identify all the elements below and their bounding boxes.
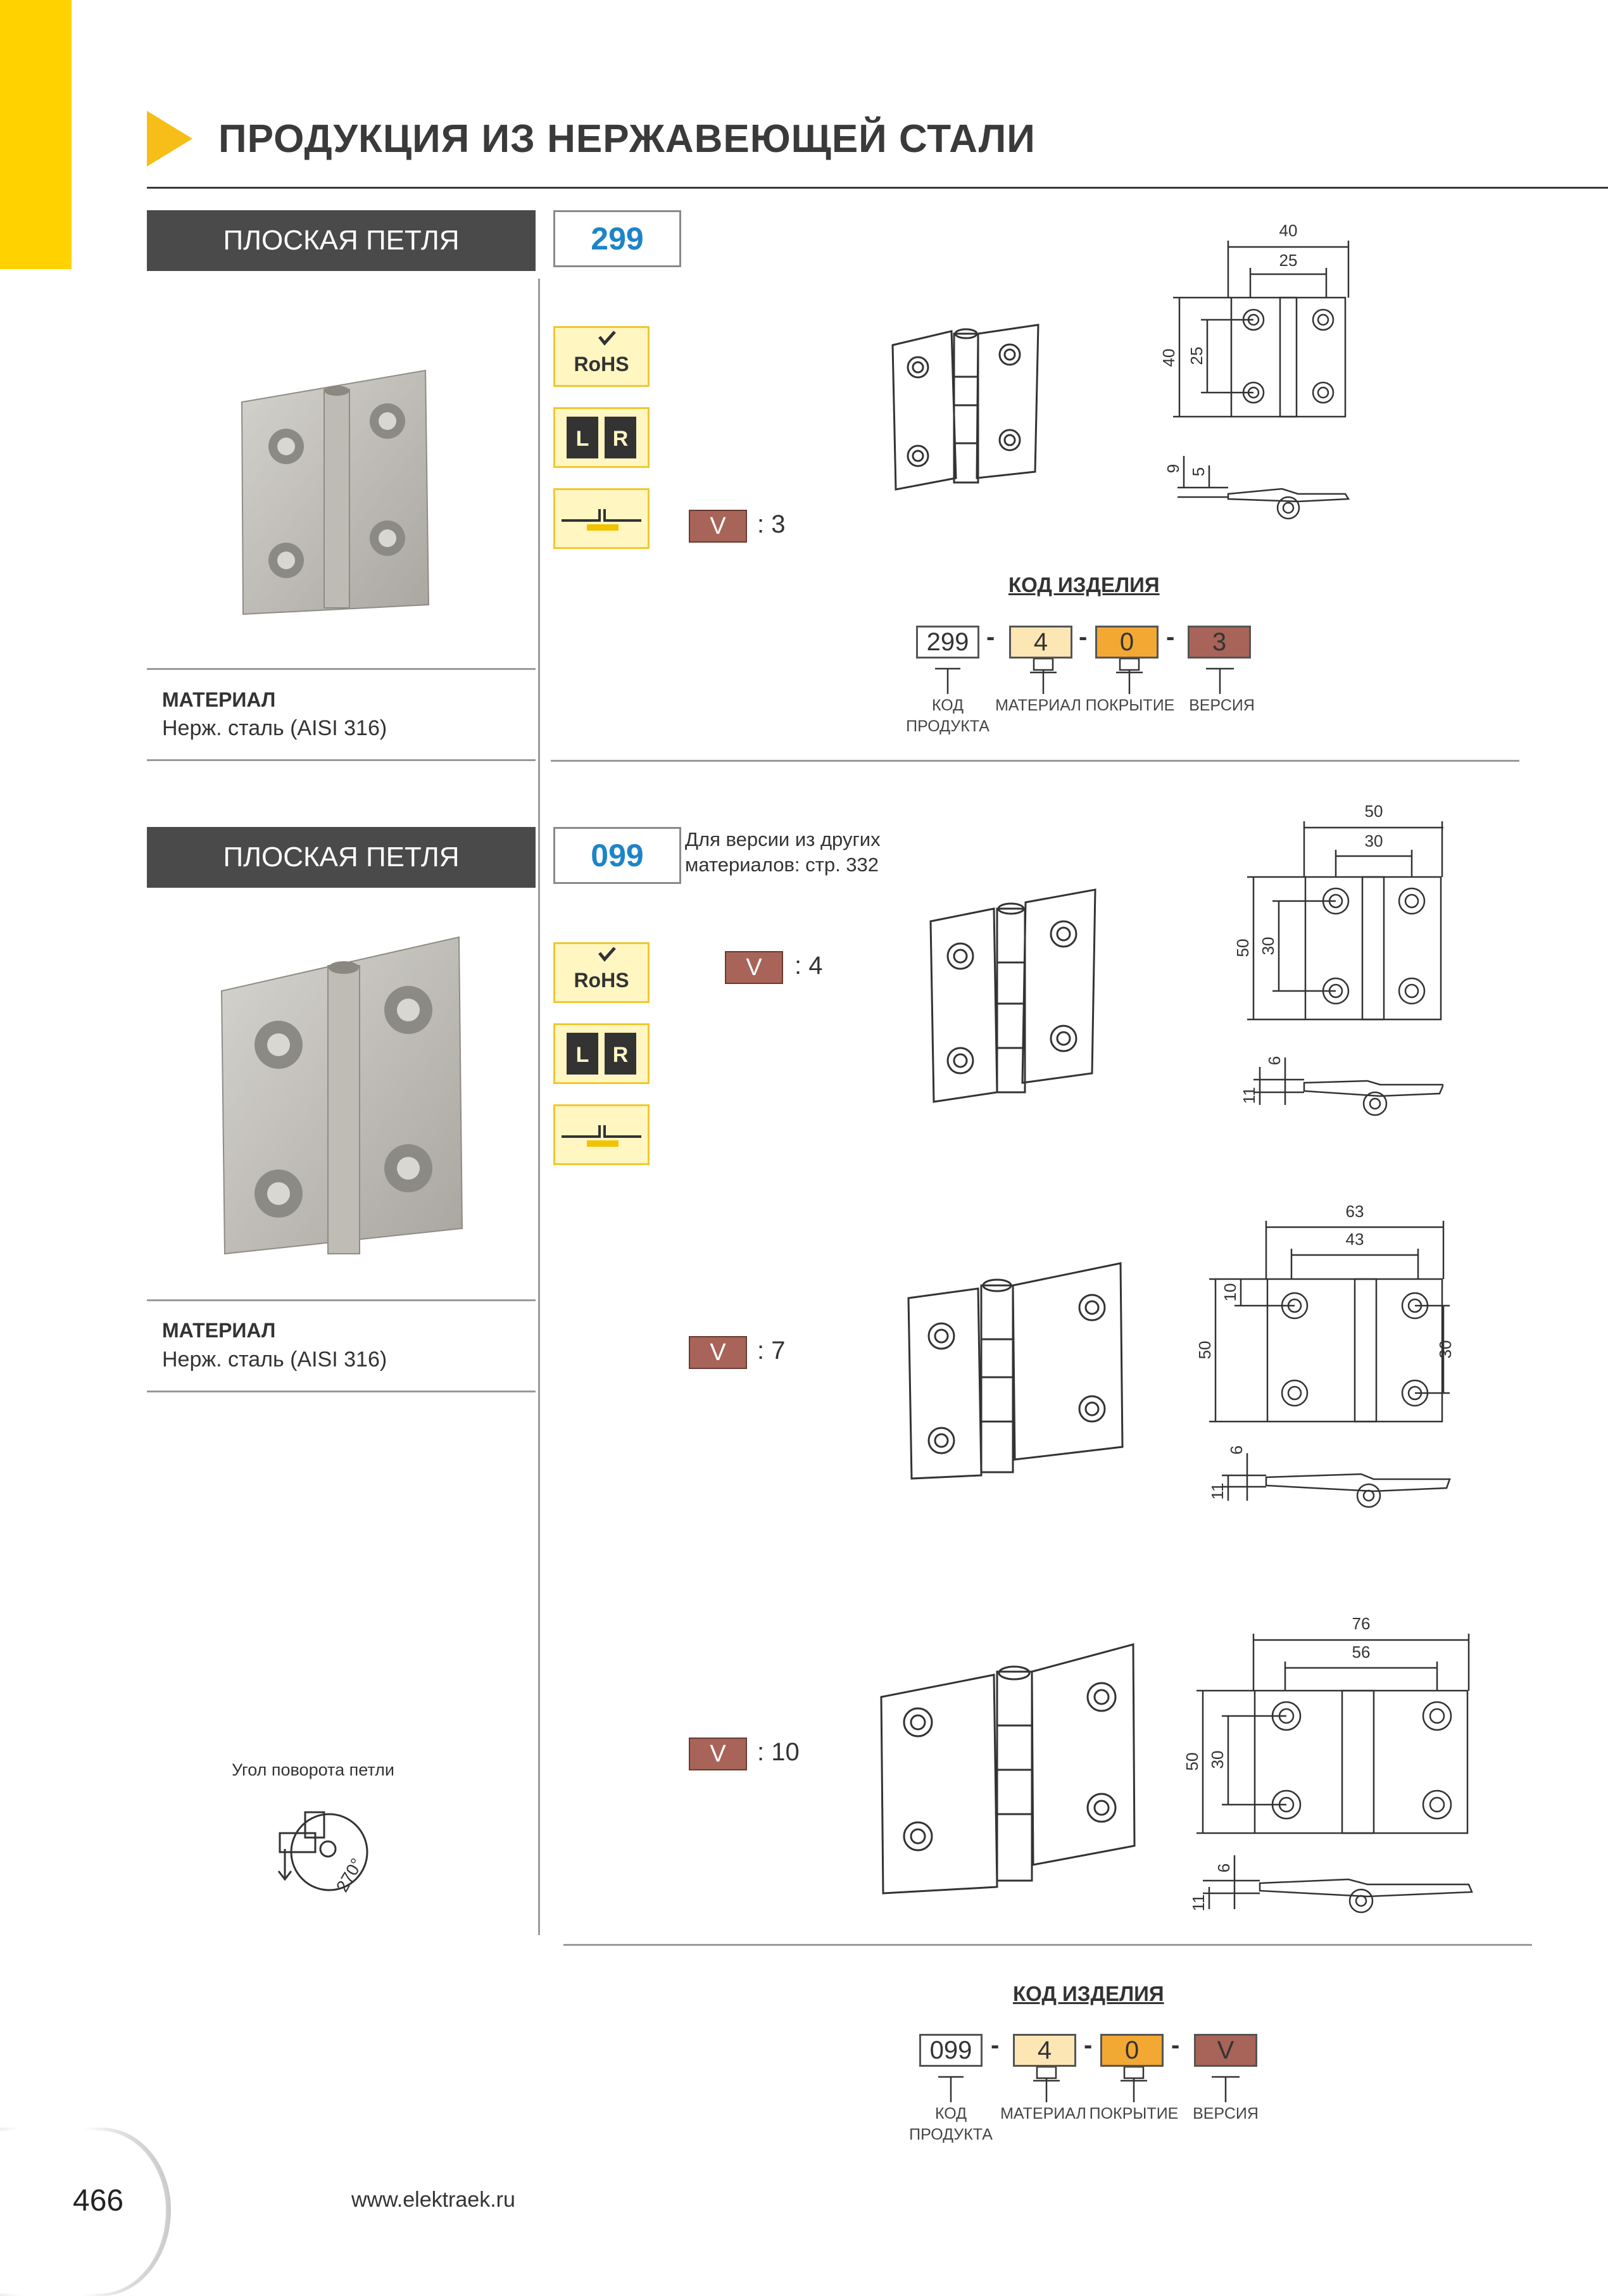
product2-code-chip-material: 4 [1013,2034,1076,2067]
product1-version-value: : 3 [757,510,786,538]
left-right-icon [553,1023,650,1084]
product2-version7-tag: V [689,1336,747,1369]
rotation-angle-value: 270° [332,1855,367,1895]
rotation-angle-diagram [272,1798,386,1906]
product2-version10-tag: V [689,1738,747,1770]
svg-text:RoHS: RoHS [574,969,629,992]
rotation-angle-caption: Угол поворота петли [232,1760,394,1779]
product1-code-title: КОД ИЗДЕЛИЯ [1008,573,1160,596]
svg-text:40: 40 [1159,348,1178,367]
product2-code-chip-coating: 0 [1100,2034,1164,2067]
label-text: КОД ПРОДУКТА [909,2105,993,2143]
svg-text:R: R [612,1043,629,1067]
page-title: ПРОДУКЦИЯ ИЗ НЕРЖАВЕЮЩЕЙ СТАЛИ [218,117,1036,161]
rohs-icon [553,942,650,1003]
svg-text:9: 9 [1164,464,1183,474]
svg-text:6: 6 [1214,1863,1233,1873]
product1-name-bar: ПЛОСКАЯ ПЕТЛЯ [147,210,536,271]
product2-v4-tech-drawing [1228,801,1443,1124]
product2-version4-tag: V [725,951,783,984]
svg-text:6: 6 [1227,1445,1246,1455]
product2-rule-top [147,1299,536,1301]
product1-rule-top [147,668,536,670]
product1-version-tag: V [689,510,747,543]
product2-note: Для версии из других материалов: стр. 332 [685,828,881,876]
svg-text:50: 50 [1195,1340,1214,1359]
code-separator: - [1166,623,1175,651]
column-divider [538,279,540,1935]
product2-version4-value: : 4 [795,952,823,980]
product2-code-box: 099 [553,827,681,884]
product1-code-label-material: МАТЕРИАЛ [995,697,1081,714]
product2-code-label-coating: ПОКРЫТИЕ [1089,2105,1179,2123]
svg-text:L: L [575,427,589,451]
product2-rule-bottom [147,1391,536,1392]
product1-code-label-version: ВЕРСИЯ [1189,697,1255,714]
product1-code-box: 299 [553,210,681,267]
svg-text:5: 5 [1189,467,1208,477]
product2-code-title: КОД ИЗДЕЛИЯ [1013,1982,1164,2005]
left-right-icon [553,407,650,468]
svg-text:25: 25 [1279,251,1298,270]
title-arrow-icon [147,111,192,167]
product2-v7-tech-drawing [1190,1203,1456,1513]
svg-text:30: 30 [1208,1750,1227,1769]
product2-material-value: Нерж. сталь (AISI 316) [162,1347,387,1372]
product2-material-label: МАТЕРИАЛ [162,1319,276,1342]
svg-text:30: 30 [1364,831,1383,850]
svg-text:6: 6 [1265,1056,1284,1066]
section-separator [563,1944,1532,1946]
title-rule [147,187,1608,189]
product2-code-chip-version: V [1194,2034,1257,2067]
rohs-icon [553,326,650,387]
code-separator: - [1171,2031,1180,2059]
code-separator: - [991,2031,1000,2059]
product1-material-label: МАТЕРИАЛ [162,688,276,711]
svg-text:25: 25 [1187,346,1206,365]
svg-text:R: R [612,427,629,451]
svg-text:50: 50 [1364,802,1383,821]
product1-code-chip-material: 4 [1009,626,1072,659]
product2-code-label-version: ВЕРСИЯ [1193,2105,1259,2123]
product1-photo [236,364,438,617]
product2-v4-hinge-drawing [921,883,1111,1105]
product1-code-leaders [916,659,1252,697]
code-separator: - [1084,2031,1093,2059]
yellow-corner-tab [0,0,72,269]
product1-material-value: Нерж. сталь (AISI 316) [162,716,387,740]
product2-version7-value: : 7 [757,1337,786,1365]
product2-code-label-product [897,2104,1005,2145]
flush-mount-icon [553,1104,650,1165]
product1-code-chip-product: 299 [916,626,979,659]
label-text: КОД ПРОДУКТА [906,697,989,735]
product2-version10-value: : 10 [757,1738,800,1766]
product2-photo [215,931,468,1260]
svg-text:11: 11 [1208,1482,1227,1500]
product1-code-chip-coating: 0 [1095,626,1159,659]
code-separator: - [986,623,995,651]
flush-mount-icon [553,488,650,549]
product2-v10-tech-drawing [1178,1615,1481,1919]
svg-text:63: 63 [1345,1203,1364,1221]
svg-text:10: 10 [1221,1283,1240,1302]
svg-text:56: 56 [1352,1643,1371,1662]
svg-text:L: L [575,1043,589,1067]
rohs-text: RoHS [574,353,629,375]
svg-text:30: 30 [1436,1340,1455,1359]
product1-code-chip-version: 3 [1188,626,1251,659]
svg-text:30: 30 [1259,937,1278,956]
product2-code-label-material: МАТЕРИАЛ [1000,2105,1086,2123]
svg-text:43: 43 [1345,1230,1364,1249]
section-separator [551,760,1519,762]
svg-text:11: 11 [1240,1087,1259,1104]
product2-name-bar: ПЛОСКАЯ ПЕТЛЯ [147,827,536,888]
svg-text:11: 11 [1189,1894,1208,1912]
product1-rule-bottom [147,759,536,761]
product1-tech-drawing [1146,215,1361,545]
product1-hinge-drawing [883,320,1067,494]
product1-code-label-coating: ПОКРЫТИЕ [1085,697,1175,714]
svg-text:40: 40 [1279,221,1298,240]
product2-v7-hinge-drawing [902,1257,1130,1482]
svg-text:50: 50 [1183,1752,1202,1771]
code-separator: - [1079,623,1088,651]
svg-text:76: 76 [1352,1615,1371,1633]
product1-code-label-product [894,695,1002,737]
product2-code-chip-product: 099 [919,2034,983,2067]
product2-v10-hinge-drawing [874,1637,1140,1896]
svg-text:50: 50 [1233,938,1252,957]
footer-url[interactable]: www.elektraek.ru [351,2188,515,2212]
page-number: 466 [73,2184,124,2217]
product2-code-leaders [919,2067,1261,2105]
